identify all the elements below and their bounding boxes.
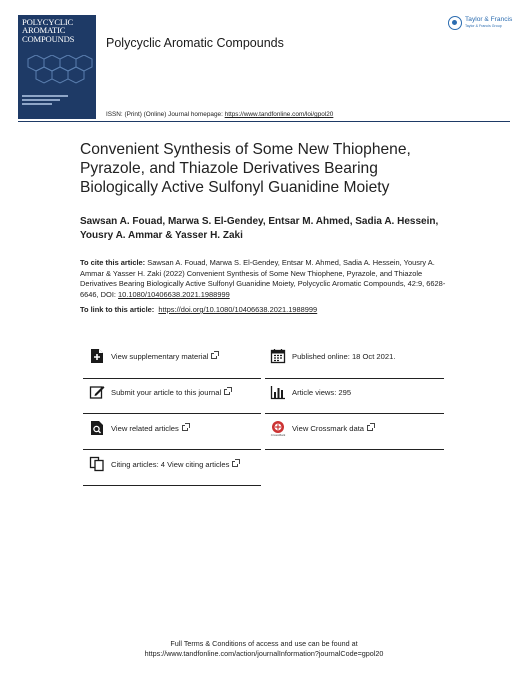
crossmark-icon bbox=[270, 420, 286, 436]
cover-title bbox=[22, 18, 94, 43]
external-link-icon bbox=[367, 425, 373, 431]
related-articles-link[interactable] bbox=[89, 416, 261, 444]
divider bbox=[83, 378, 261, 379]
crossmark-text: View Crossmark data bbox=[292, 424, 365, 433]
bar-chart-icon bbox=[270, 384, 286, 400]
divider bbox=[265, 413, 444, 414]
journal-name: Polycyclic Aromatic Compounds bbox=[106, 36, 284, 50]
cover-title-line: POLYCYCLIC bbox=[22, 17, 74, 27]
link-block bbox=[80, 305, 452, 316]
submit-article-link[interactable] bbox=[89, 380, 261, 408]
cover-title-line: COMPOUNDS bbox=[22, 33, 75, 44]
external-link-icon bbox=[182, 425, 188, 431]
published-online-text: Published online: 18 Oct 2021. bbox=[292, 352, 396, 361]
publisher-logo-icon bbox=[448, 16, 462, 30]
divider bbox=[83, 485, 261, 486]
citing-label bbox=[111, 460, 238, 469]
crossmark-link[interactable] bbox=[270, 416, 442, 444]
footer bbox=[0, 639, 528, 659]
cover-text-line bbox=[22, 95, 68, 97]
article-views-info bbox=[270, 380, 442, 408]
related-label bbox=[111, 424, 188, 433]
footer-line: Full Terms & Conditions of access and use can be found at bbox=[170, 639, 358, 648]
edit-pencil-icon bbox=[89, 384, 105, 400]
cover-text-line bbox=[22, 103, 52, 105]
taylor-francis-logo[interactable] bbox=[448, 15, 514, 33]
cite-text: Sawsan A. Fouad, Marwa S. El-Gendey, Entsar M. Ahmed, Sadia A. Hessein, Yousry A. Ammar & Yasser H. Zaki (2022) Convenient Synthesis of Some New Thiophene, Pyrazole, and Thiazole Derivatives Bearing Biologically Active Sulfonyl Guanidine Moiety, Polycyclic Aromatic Compounds, 42:9, 6628-6646, DOI: bbox=[80, 258, 446, 299]
header-divider bbox=[18, 121, 510, 122]
doi-link[interactable]: 10.1080/10406638.2021.1988999 bbox=[118, 289, 230, 299]
publisher-group: Taylor & Francis Group bbox=[465, 24, 502, 28]
supplementary-text: View supplementary material bbox=[111, 352, 209, 361]
related-text: View related articles bbox=[111, 424, 179, 433]
article-views-text: Article views: 295 bbox=[292, 388, 352, 397]
divider bbox=[265, 378, 444, 379]
issn-line bbox=[106, 111, 333, 118]
external-link-icon bbox=[232, 461, 238, 467]
footer-url-link[interactable]: https://www.tandfonline.com/action/journalInformation?journalCode=gpol20 bbox=[144, 649, 384, 658]
submit-label bbox=[111, 388, 230, 397]
citation-block bbox=[80, 258, 452, 300]
journal-cover-image bbox=[18, 15, 96, 119]
publisher-name: Taylor & Francis bbox=[465, 16, 513, 23]
article-authors: Sawsan A. Fouad, Marwa S. El-Gendey, Entsar M. Ahmed, Sadia A. Hessein, Yousry A. Ammar & Yasser H. Zaki bbox=[80, 216, 439, 241]
published-online-info bbox=[270, 344, 442, 372]
cover-text-line bbox=[22, 99, 60, 101]
divider bbox=[83, 413, 261, 414]
cite-label: To cite this article: bbox=[80, 258, 146, 267]
cover-title-line: AROMATIC bbox=[22, 25, 66, 36]
submit-text: Submit your article to this journal bbox=[111, 388, 222, 397]
article-url-link[interactable]: https://doi.org/10.1080/10406638.2021.1988999 bbox=[158, 305, 318, 314]
article-title: Convenient Synthesis of Some New Thiophene, Pyrazole, and Thiazole Derivatives Bearing Biologically Active Sulfonyl Guanidine Moiety bbox=[80, 141, 411, 196]
hexagon-pattern-graphic bbox=[18, 55, 96, 91]
citing-articles-link[interactable] bbox=[89, 452, 261, 480]
external-link-icon bbox=[211, 353, 217, 359]
crossmark-icon-text: CrossMark bbox=[270, 432, 286, 436]
link-label: To link to this article: bbox=[80, 305, 155, 314]
copy-documents-icon bbox=[89, 456, 105, 472]
divider bbox=[83, 449, 261, 450]
document-plus-icon bbox=[89, 348, 105, 364]
issn-text: ISSN: (Print) (Online) Journal homepage: bbox=[106, 111, 225, 118]
external-link-icon bbox=[224, 389, 230, 395]
citing-text: Citing articles: 4 View citing articles bbox=[111, 460, 230, 469]
calendar-icon bbox=[270, 348, 286, 364]
journal-homepage-link[interactable]: https://www.tandfonline.com/loi/gpol20 bbox=[224, 111, 334, 118]
supplementary-label bbox=[111, 352, 217, 361]
divider bbox=[265, 449, 444, 450]
search-document-icon bbox=[89, 420, 105, 436]
crossmark-label bbox=[292, 424, 373, 433]
supplementary-material-link[interactable] bbox=[89, 344, 261, 372]
